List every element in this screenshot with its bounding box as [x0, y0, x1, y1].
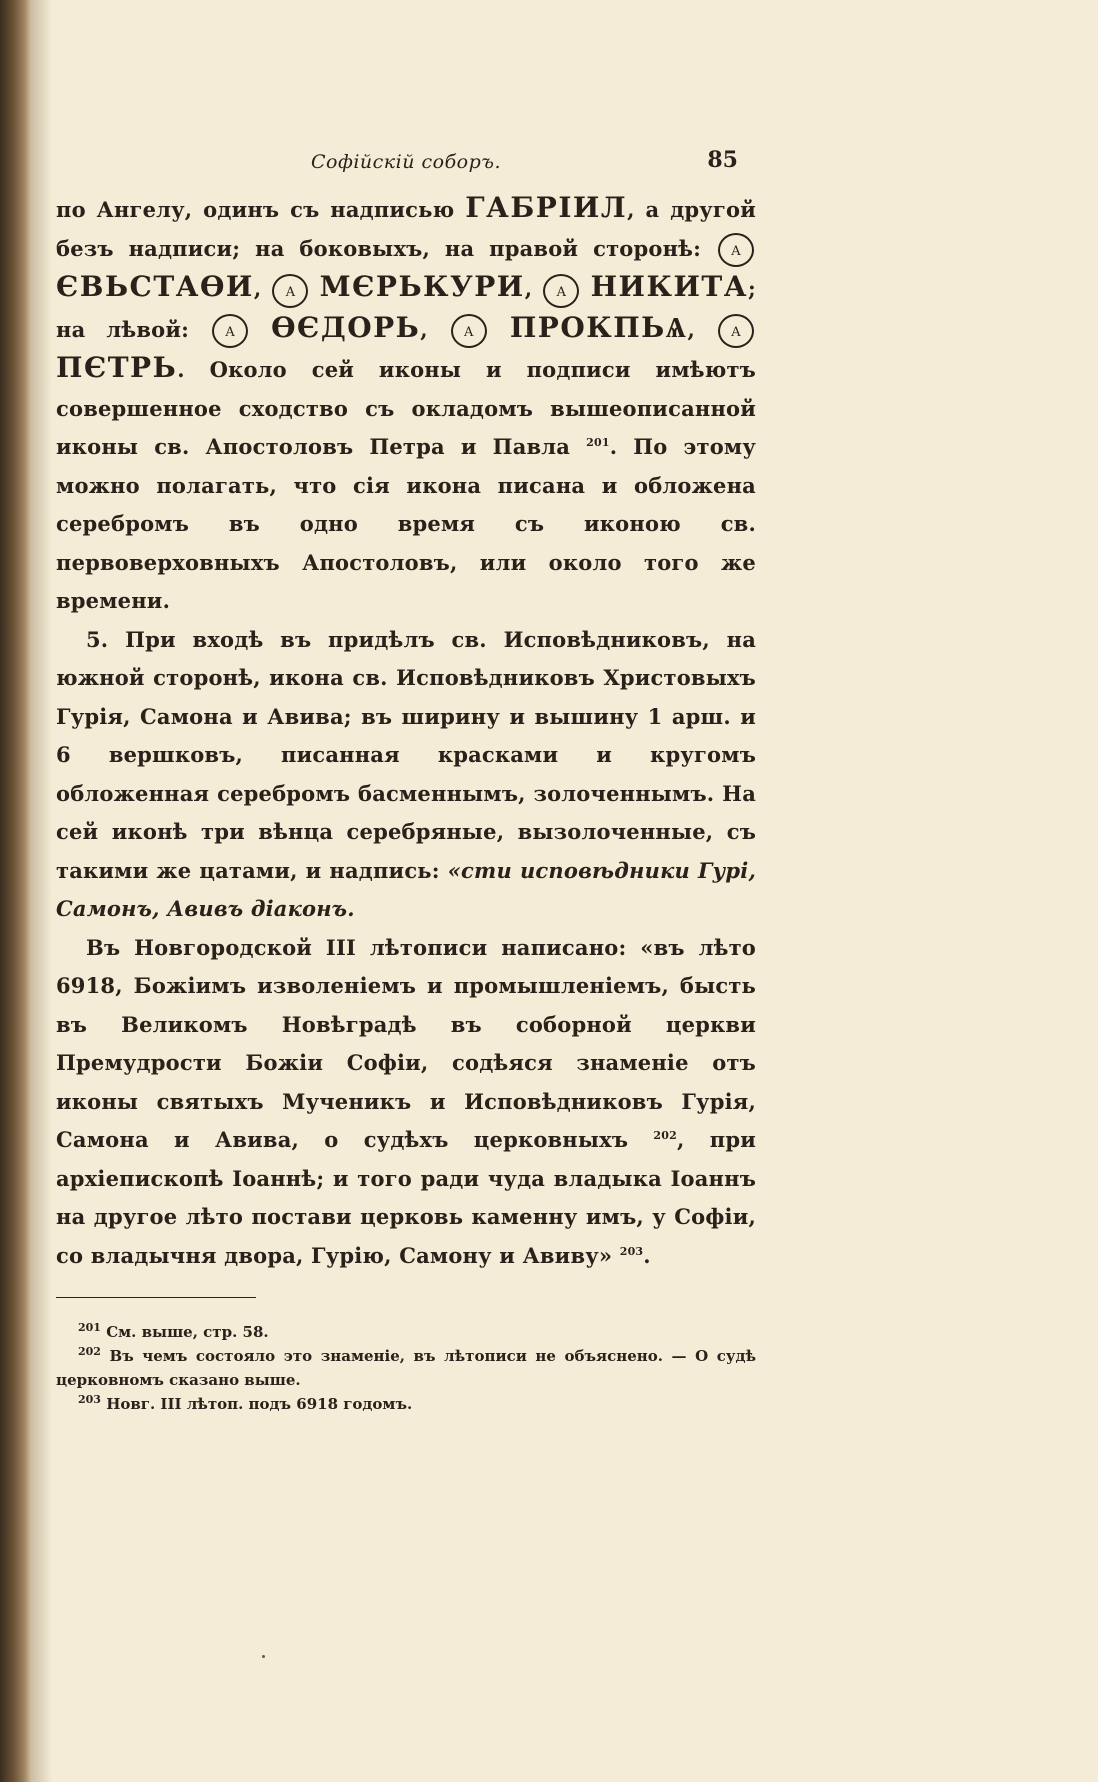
footnote-201	[56, 1320, 756, 1344]
text-run: по Ангелу, одинъ съ надписью	[56, 197, 466, 222]
page-number: 85	[707, 147, 738, 173]
paragraph-chronicle	[56, 929, 756, 1276]
running-head	[56, 145, 756, 181]
inscription-name: ПРОКПЬѦ	[509, 310, 688, 344]
body-text	[56, 189, 756, 1275]
footnote-text: Въ чемъ состояло это знаменіе, въ лѣтописи не объяснено. — О судѣ церковномъ сказано выше.	[56, 1347, 756, 1389]
footnote-number: 203	[78, 1393, 101, 1406]
footnote-text: Новг. III лѣтоп. подъ 6918 годомъ.	[100, 1395, 413, 1413]
footnotes	[56, 1320, 756, 1416]
text-run: , при архіепископѣ Іоаннѣ; и того ради чуда владыка Іоаннъ на другое лѣто постави церковь каменну имъ, у Софіи, со владычня двора, Гурію, Самону и Авиву»	[56, 1127, 756, 1268]
footnote-ref[interactable]: 201	[586, 436, 610, 449]
icon-inscription-quote: «сти исповѣдники Гурі, Самонъ, Авивъ діаконъ.	[56, 857, 757, 921]
footnote-number: 201	[78, 1321, 101, 1334]
book-page	[56, 145, 756, 1416]
text-run: .	[643, 1242, 651, 1268]
inscription-name: ЄВЬСТАѲИ	[56, 270, 254, 303]
text-run: . Около сей иконы и подписи имѣютъ совершенное сходство съ окладомъ вышеописанной иконы св. Апостоловъ Петра и Павла	[56, 357, 756, 459]
medallion-icon: А	[718, 233, 754, 267]
text-run: ; на лѣвой:	[56, 276, 756, 342]
paragraph-icon-description: по Ангелу, одинъ съ надписью ГАБРІИЛ, а другой безъ надписи; на боковыхъ, на правой сторонѣ: А ЄВЬСТАѲИ, А МЄРЬКУРИ, А НИКИТА; на лѣвой: А ѲЄДОРЬ, А ПРОКПЬѦ, А ПЄТРЬ. Около сей иконы и подписи имѣютъ совершенное сходство съ окладомъ вышеописанной иконы св. Апостоловъ Петра и Павла $^{201}$. По этому можно полагать, что сія икона писана и обложена серебромъ въ одно время съ иконою св. первоверховныхъ Апостоловъ, или около того же времени.	[56, 191, 756, 613]
text-run: . По этому можно полагать, что сія икона писана и обложена серебромъ въ одно время съ иконою св. первоверховныхъ Апостоловъ, или около того же времени.	[56, 434, 756, 613]
medallion-icon: А	[543, 274, 579, 308]
medallion-icon: А	[718, 314, 754, 348]
footnote-number: 202	[78, 1345, 101, 1358]
medallion-icon: А	[212, 314, 248, 348]
footnote-divider	[56, 1297, 256, 1298]
inscription-name: НИКИТА	[590, 270, 749, 303]
footnote-text: См. выше, стр. 58.	[100, 1323, 269, 1341]
gutter-shadow	[30, 0, 52, 1782]
footnote-ref[interactable]: 203	[619, 1244, 644, 1258]
book-spine-edge	[0, 0, 30, 1782]
footnote-ref[interactable]: 202	[653, 1129, 677, 1142]
text-run: , а другой безъ надписи; на боковыхъ, на правой сторонѣ:	[56, 197, 756, 261]
paragraph-confessors-icon	[56, 621, 756, 929]
medallion-icon: А	[451, 314, 487, 348]
inscription-name: ѲЄДОРЬ	[271, 310, 421, 344]
footnote-202	[56, 1344, 756, 1392]
footnote-203	[56, 1392, 756, 1416]
running-title: Софійскій соборъ.	[311, 151, 501, 173]
text-run: 5. При входѣ въ придѣлъ св. Исповѣдниковъ, на южной сторонѣ, икона св. Исповѣдниковъ Христовыхъ Гурія, Самона и Авива; въ ширину и вышину 1 арш. и 6 вершковъ, писанная красками и кругомъ обложенная серебромъ басменнымъ, золоченнымъ. На сей иконѣ три вѣнца серебряные, вызолоченные, съ такими же цатами, и надпись:	[56, 626, 756, 883]
inscription-gabriel: ГАБРІИЛ	[465, 191, 628, 224]
inscription-name: ПЄТРЬ	[56, 351, 178, 384]
text-run: Въ Новгородской III лѣтописи написано: «въ лѣто 6918, Божіимъ изволеніемъ и промышленіемъ, бысть въ Великомъ Новѣградѣ въ соборной церкви Премудрости Божіи Софіи, содѣяся знаменіе отъ иконы святыхъ Мученикъ и Исповѣдниковъ Гурія, Самона и Авива, о судѣхъ церковныхъ	[56, 934, 756, 1152]
medallion-icon: А	[272, 274, 308, 308]
inscription-name: МЄРЬКУРИ	[319, 270, 525, 303]
paper-speck	[262, 1655, 265, 1658]
